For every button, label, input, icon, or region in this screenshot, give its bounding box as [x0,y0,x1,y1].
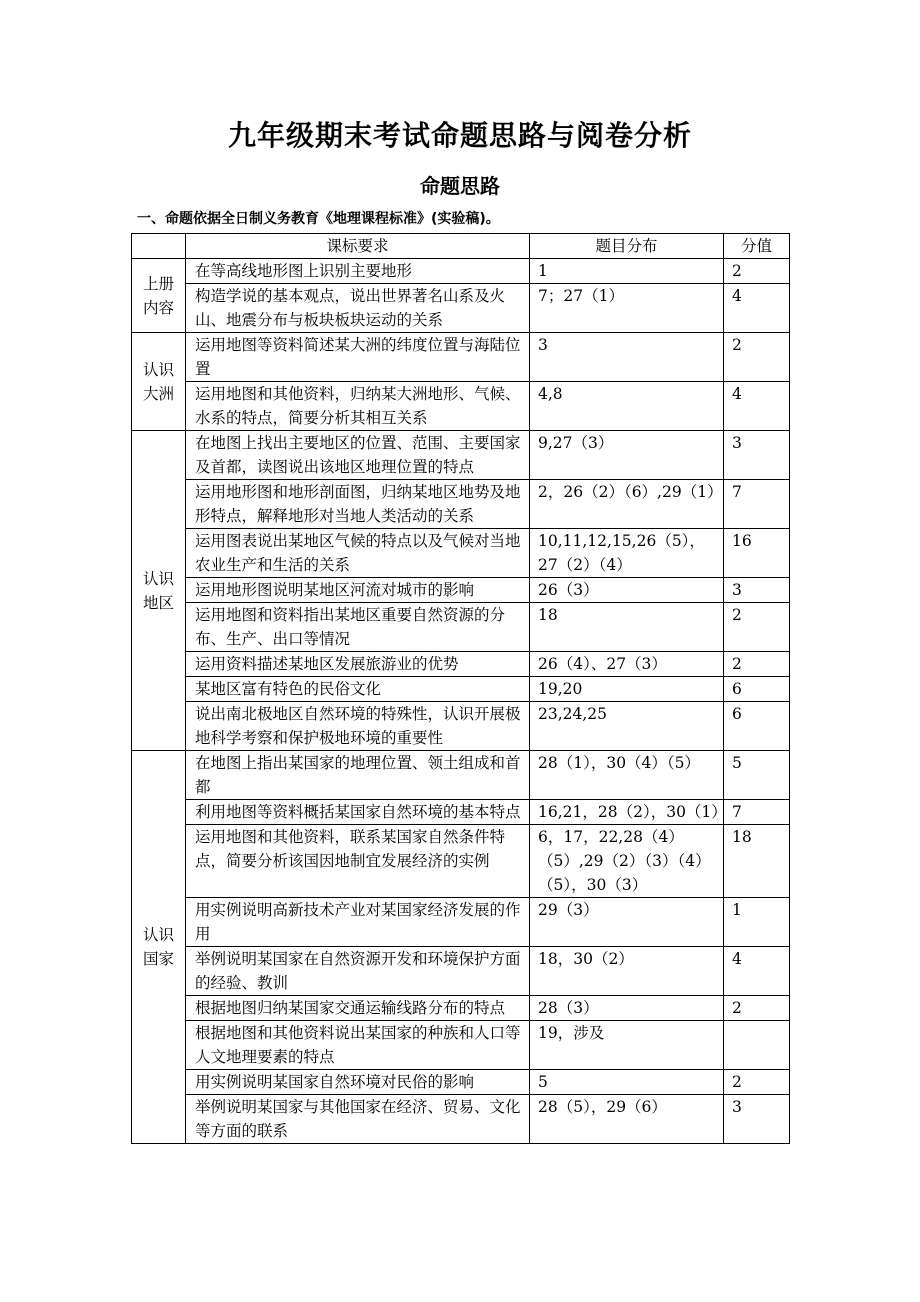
table-row [132,333,790,382]
question-distribution-cell: 19,20 [530,677,724,702]
question-distribution-cell: 26（4）、27（3） [530,652,724,677]
score-cell: 6 [724,702,790,751]
header-category [132,234,186,259]
requirement-cell: 运用地形图说明某地区河流对城市的影响 [186,578,530,603]
score-cell: 6 [724,677,790,702]
question-distribution-cell: 6，17，22,28（4）（5）,29（2）（3）（4）（5），30（3） [530,825,724,898]
requirement-cell: 根据地图归纳某国家交通运输线路分布的特点 [186,996,530,1021]
requirement-cell: 运用地图等资料简述某大洲的纬度位置与海陆位置 [186,333,530,382]
question-distribution-cell: 10,11,12,15,26（5），27（2）（4） [530,529,724,578]
score-cell: 2 [724,603,790,652]
question-distribution-cell: 28（3） [530,996,724,1021]
score-cell: 2 [724,259,790,284]
question-distribution-cell: 9,27（3） [530,431,724,480]
score-cell [724,1021,790,1070]
score-cell: 3 [724,431,790,480]
table-row [132,1070,790,1095]
table-row [132,825,790,898]
table-row [132,800,790,825]
header-requirement: 课标要求 [186,234,530,259]
question-distribution-cell: 7；27（1） [530,284,724,333]
score-cell: 2 [724,333,790,382]
score-cell: 16 [724,529,790,578]
score-cell: 1 [724,898,790,947]
table-row [132,259,790,284]
table-row [132,1021,790,1070]
requirement-cell: 在等高线地形图上识别主要地形 [186,259,530,284]
group-label: 认识国家 [132,751,186,1144]
requirement-cell: 举例说明某国家在自然资源开发和环境保护方面的经验、教训 [186,947,530,996]
question-distribution-cell: 28（5），29（6） [530,1095,724,1144]
score-cell: 2 [724,996,790,1021]
requirement-cell: 运用地形图和地形剖面图，归纳某地区地势及地形特点，解释地形对当地人类活动的关系 [186,480,530,529]
score-cell: 2 [724,1070,790,1095]
requirement-cell: 运用地图和其他资料，归纳某大洲地形、气候、水系的特点，简要分析其相互关系 [186,382,530,431]
table-row [132,898,790,947]
score-cell: 4 [724,947,790,996]
requirement-cell: 运用地图和其他资料，联系某国家自然条件特点，简要分析该国因地制宜发展经济的实例 [186,825,530,898]
header-question-distribution: 题目分布 [530,234,724,259]
score-cell: 3 [724,578,790,603]
group-label: 上册内容 [132,259,186,333]
question-distribution-cell: 28（1），30（4）（5） [530,751,724,800]
table-row [132,603,790,652]
requirement-cell: 用实例说明高新技术产业对某国家经济发展的作用 [186,898,530,947]
requirement-cell: 运用图表说出某地区气候的特点以及气候对当地农业生产和生活的关系 [186,529,530,578]
question-distribution-cell: 3 [530,333,724,382]
score-cell: 4 [724,382,790,431]
requirement-cell: 用实例说明某国家自然环境对民俗的影响 [186,1070,530,1095]
table-row [132,431,790,480]
question-distribution-cell: 26（3） [530,578,724,603]
question-distribution-cell: 4,8 [530,382,724,431]
table-row [132,652,790,677]
curriculum-table [131,233,790,1144]
score-cell: 3 [724,1095,790,1144]
document-subtitle: 命题思路 [420,174,500,198]
score-cell: 5 [724,751,790,800]
requirement-cell: 某地区富有特色的民俗文化 [186,677,530,702]
question-distribution-cell: 18 [530,603,724,652]
requirement-cell: 举例说明某国家与其他国家在经济、贸易、文化等方面的联系 [186,1095,530,1144]
score-cell: 7 [724,480,790,529]
header-score: 分值 [724,234,790,259]
table-row [132,751,790,800]
score-cell: 2 [724,652,790,677]
table-header-row [132,234,790,259]
requirement-cell: 利用地图等资料概括某国家自然环境的基本特点 [186,800,530,825]
requirement-cell: 在地图上指出某国家的地理位置、领土组成和首都 [186,751,530,800]
requirement-cell: 运用地图和资料指出某地区重要自然资源的分布、生产、出口等情况 [186,603,530,652]
question-distribution-cell: 5 [530,1070,724,1095]
score-cell: 4 [724,284,790,333]
table-row [132,1095,790,1144]
requirement-cell: 构造学说的基本观点，说出世界著名山系及火山、地震分布与板块板块运动的关系 [186,284,530,333]
requirement-cell: 运用资料描述某地区发展旅游业的优势 [186,652,530,677]
table-body [132,259,790,1144]
table-row [132,480,790,529]
score-cell: 18 [724,825,790,898]
table-row [132,947,790,996]
table-row [132,578,790,603]
question-distribution-cell: 19，涉及 [530,1021,724,1070]
table-row [132,702,790,751]
question-distribution-cell: 29（3） [530,898,724,947]
table-row [132,284,790,333]
question-distribution-cell: 1 [530,259,724,284]
score-cell: 7 [724,800,790,825]
table-row [132,677,790,702]
requirement-cell: 根据地图和其他资料说出某国家的种族和人口等人文地理要素的特点 [186,1021,530,1070]
question-distribution-cell: 18，30（2） [530,947,724,996]
group-label: 认识地区 [132,431,186,751]
table-row [132,382,790,431]
document-title: 九年级期末考试命题思路与阅卷分析 [227,119,692,152]
question-distribution-cell: 2，26（2）（6）,29（1） [530,480,724,529]
requirement-cell: 在地图上找出主要地区的位置、范围、主要国家及首都，读图说出该地区地理位置的特点 [186,431,530,480]
question-distribution-cell: 16,21，28（2），30（1） [530,800,724,825]
section-heading: 一、命题依据全日制义务教育《地理课程标准》(实验稿)。 [137,211,500,227]
group-label: 认识大洲 [132,333,186,431]
question-distribution-cell: 23,24,25 [530,702,724,751]
table-row [132,529,790,578]
requirement-cell: 说出南北极地区自然环境的特殊性，认识开展极地科学考察和保护极地环境的重要性 [186,702,530,751]
table-row [132,996,790,1021]
